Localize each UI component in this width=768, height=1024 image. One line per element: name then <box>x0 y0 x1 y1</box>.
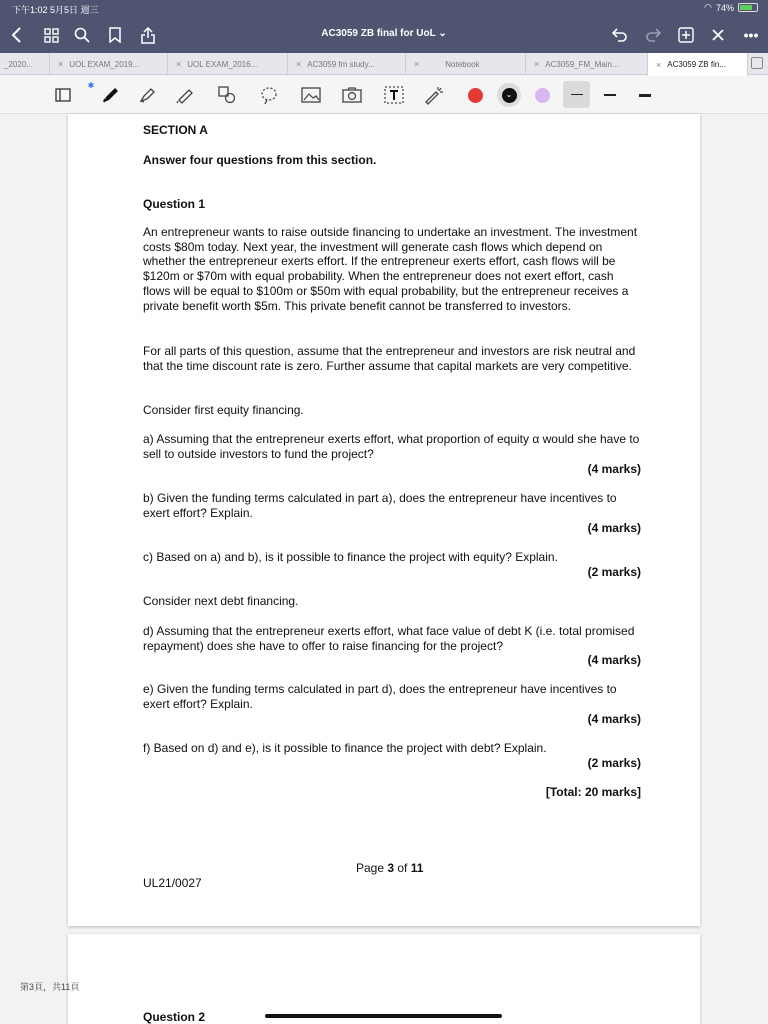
tab-label: AC3059_FM_Main... <box>545 59 619 69</box>
document-page[interactable] <box>68 114 700 926</box>
undo-icon[interactable] <box>609 24 631 46</box>
tab-label: UOL EXAM_2019... <box>69 59 140 69</box>
status-bar <box>0 0 768 18</box>
more-icon[interactable]: ••• <box>743 27 759 43</box>
page-total: 11 <box>410 861 424 875</box>
new-tab-icon[interactable] <box>751 57 763 69</box>
part-b-text: b) Given the funding terms calculated in part a), does the entrepreneur have incentives to exert effort? Explain. <box>143 491 617 520</box>
close-icon[interactable]: × <box>656 59 662 70</box>
part-e-text: e) Given the funding terms calculated in part d), does the entrepreneur have incentives to exert effort? Explain. <box>143 682 617 711</box>
close-icon[interactable]: × <box>534 59 540 69</box>
page-indicator: 第3頁，共11頁 <box>20 982 80 992</box>
tab-label: AC3059 fm study... <box>307 59 375 69</box>
back-icon[interactable] <box>6 24 28 46</box>
document-id: UL21/0027 <box>143 876 202 890</box>
color-swatch-red <box>468 88 483 103</box>
status-time: 下午1:02 5月5日 週三 <box>12 5 99 15</box>
stroke-medium-icon <box>604 94 616 96</box>
question-title: Question 1 <box>143 197 206 211</box>
close-icon[interactable] <box>707 24 729 46</box>
tab-3[interactable] <box>168 53 288 75</box>
part-f-marks: (2 marks) <box>587 756 641 770</box>
wifi-icon: ◠ <box>704 2 712 12</box>
page-prefix: Page <box>356 861 388 875</box>
part-c-text: c) Based on a) and b), is it possible to finance the project with equity? Explain. <box>143 550 558 564</box>
close-icon[interactable]: × <box>58 59 64 69</box>
close-icon[interactable]: × <box>296 59 302 69</box>
part-d-marks: (4 marks) <box>587 653 641 667</box>
camera-icon[interactable] <box>341 84 363 106</box>
tab-6[interactable] <box>526 53 648 75</box>
part-b-marks: (4 marks) <box>587 521 641 535</box>
part-a-text: a) Assuming that the entrepreneur exerts effort, what proportion of equity α would she have to sell to outside investors to fund the project? <box>143 432 640 461</box>
page-number <box>356 861 423 875</box>
tab-1[interactable] <box>0 53 50 75</box>
stroke-thin-selected[interactable] <box>563 81 590 108</box>
redo-icon[interactable] <box>642 24 664 46</box>
search-icon[interactable] <box>71 24 93 46</box>
stroke-thick[interactable] <box>634 84 656 106</box>
status-right <box>704 2 758 13</box>
question-paragraph-2: For all parts of this question, assume that the entrepreneur and investors are risk neutral and that the time discount rate is zero. Further assume that capital markets are very competitive. <box>143 344 636 373</box>
color-black-selected[interactable] <box>497 83 521 107</box>
page-of: of <box>394 861 411 875</box>
next-document-page[interactable] <box>68 934 700 1024</box>
tab-label: UOL EXAM_2016... <box>187 59 258 69</box>
tab-label: _2020... <box>4 59 33 69</box>
document-title-text: AC3059 ZB final for UoL <box>321 28 436 39</box>
color-lavender[interactable] <box>531 84 553 106</box>
highlighter-icon[interactable] <box>137 84 159 106</box>
section-instruction: Answer four questions from this section. <box>143 153 377 167</box>
next-question-title: Question 2 <box>143 1010 206 1024</box>
close-icon[interactable]: × <box>176 59 182 69</box>
tab-2[interactable] <box>50 53 168 75</box>
shapes-icon[interactable] <box>216 84 238 106</box>
tab-5[interactable] <box>406 53 526 75</box>
total-marks: [Total: 20 marks] <box>545 785 641 799</box>
text-tool-icon[interactable] <box>383 84 405 106</box>
color-red[interactable] <box>464 84 486 106</box>
home-indicator[interactable] <box>265 1014 502 1018</box>
bluetooth-icon: ✱ <box>87 80 95 90</box>
part-e-marks: (4 marks) <box>587 712 641 726</box>
pen-icon[interactable] <box>100 84 122 106</box>
eraser-icon[interactable] <box>174 84 196 106</box>
image-icon[interactable] <box>300 84 322 106</box>
close-icon[interactable]: × <box>414 59 420 69</box>
part-f-text: f) Based on d) and e), is it possible to finance the project with debt? Explain. <box>143 741 547 755</box>
equity-intro: Consider first equity financing. <box>143 403 304 417</box>
page-current: 3 <box>387 861 395 875</box>
debt-intro: Consider next debt financing. <box>143 594 299 608</box>
part-d-text: d) Assuming that the entrepreneur exerts effort, what face value of debt K (i.e. total promised repayment) does she have to offer to raise financing for the project? <box>143 624 635 653</box>
color-swatch-lavender <box>535 88 550 103</box>
tab-strip <box>0 53 768 75</box>
stroke-medium[interactable] <box>599 84 621 106</box>
section-heading: SECTION A <box>143 123 208 137</box>
bookmark-icon[interactable] <box>104 24 126 46</box>
tab-label: AC3059 ZB fin... <box>667 60 726 69</box>
annotation-toolbar <box>0 76 768 114</box>
share-icon[interactable] <box>137 24 159 46</box>
laser-pointer-icon[interactable] <box>423 84 445 106</box>
part-c-marks: (2 marks) <box>587 565 641 579</box>
battery-icon <box>738 3 758 12</box>
color-swatch-black: ⌄ <box>502 88 517 103</box>
document-title-menu[interactable] <box>321 28 446 39</box>
tab-label: Notebook <box>445 59 480 69</box>
tab-4[interactable] <box>288 53 406 75</box>
chevron-down-icon: ⌄ <box>438 28 447 39</box>
add-page-icon[interactable] <box>675 24 697 46</box>
app-header <box>0 0 768 53</box>
nav-bar <box>0 18 768 53</box>
grid-view-icon[interactable] <box>40 24 62 46</box>
lasso-icon[interactable] <box>258 84 280 106</box>
tab-7-active[interactable] <box>648 53 748 76</box>
question-paragraph-1: An entrepreneur wants to raise outside financing to undertake an investment. The investment costs $80m today. Next year, the investment will generate cash flows which depend on whether the entrepreneur exerts effort. If the entrepreneur exerts effort, cash flows will be $120m or $70m with equal probability. When the entrepreneur does not exert effort, cash flows will be equal to $100m or $50m with equal probability, but the entrepreneur receives a private benefit worth $5m. This private benefit cannot be transferred to investors. <box>143 225 638 313</box>
stroke-thin-icon <box>571 94 583 95</box>
part-a-marks: (4 marks) <box>587 462 641 476</box>
toolbar-toggle-icon[interactable] <box>52 84 74 106</box>
battery-percent: 74% <box>715 2 734 13</box>
stroke-thick-icon <box>639 94 651 97</box>
